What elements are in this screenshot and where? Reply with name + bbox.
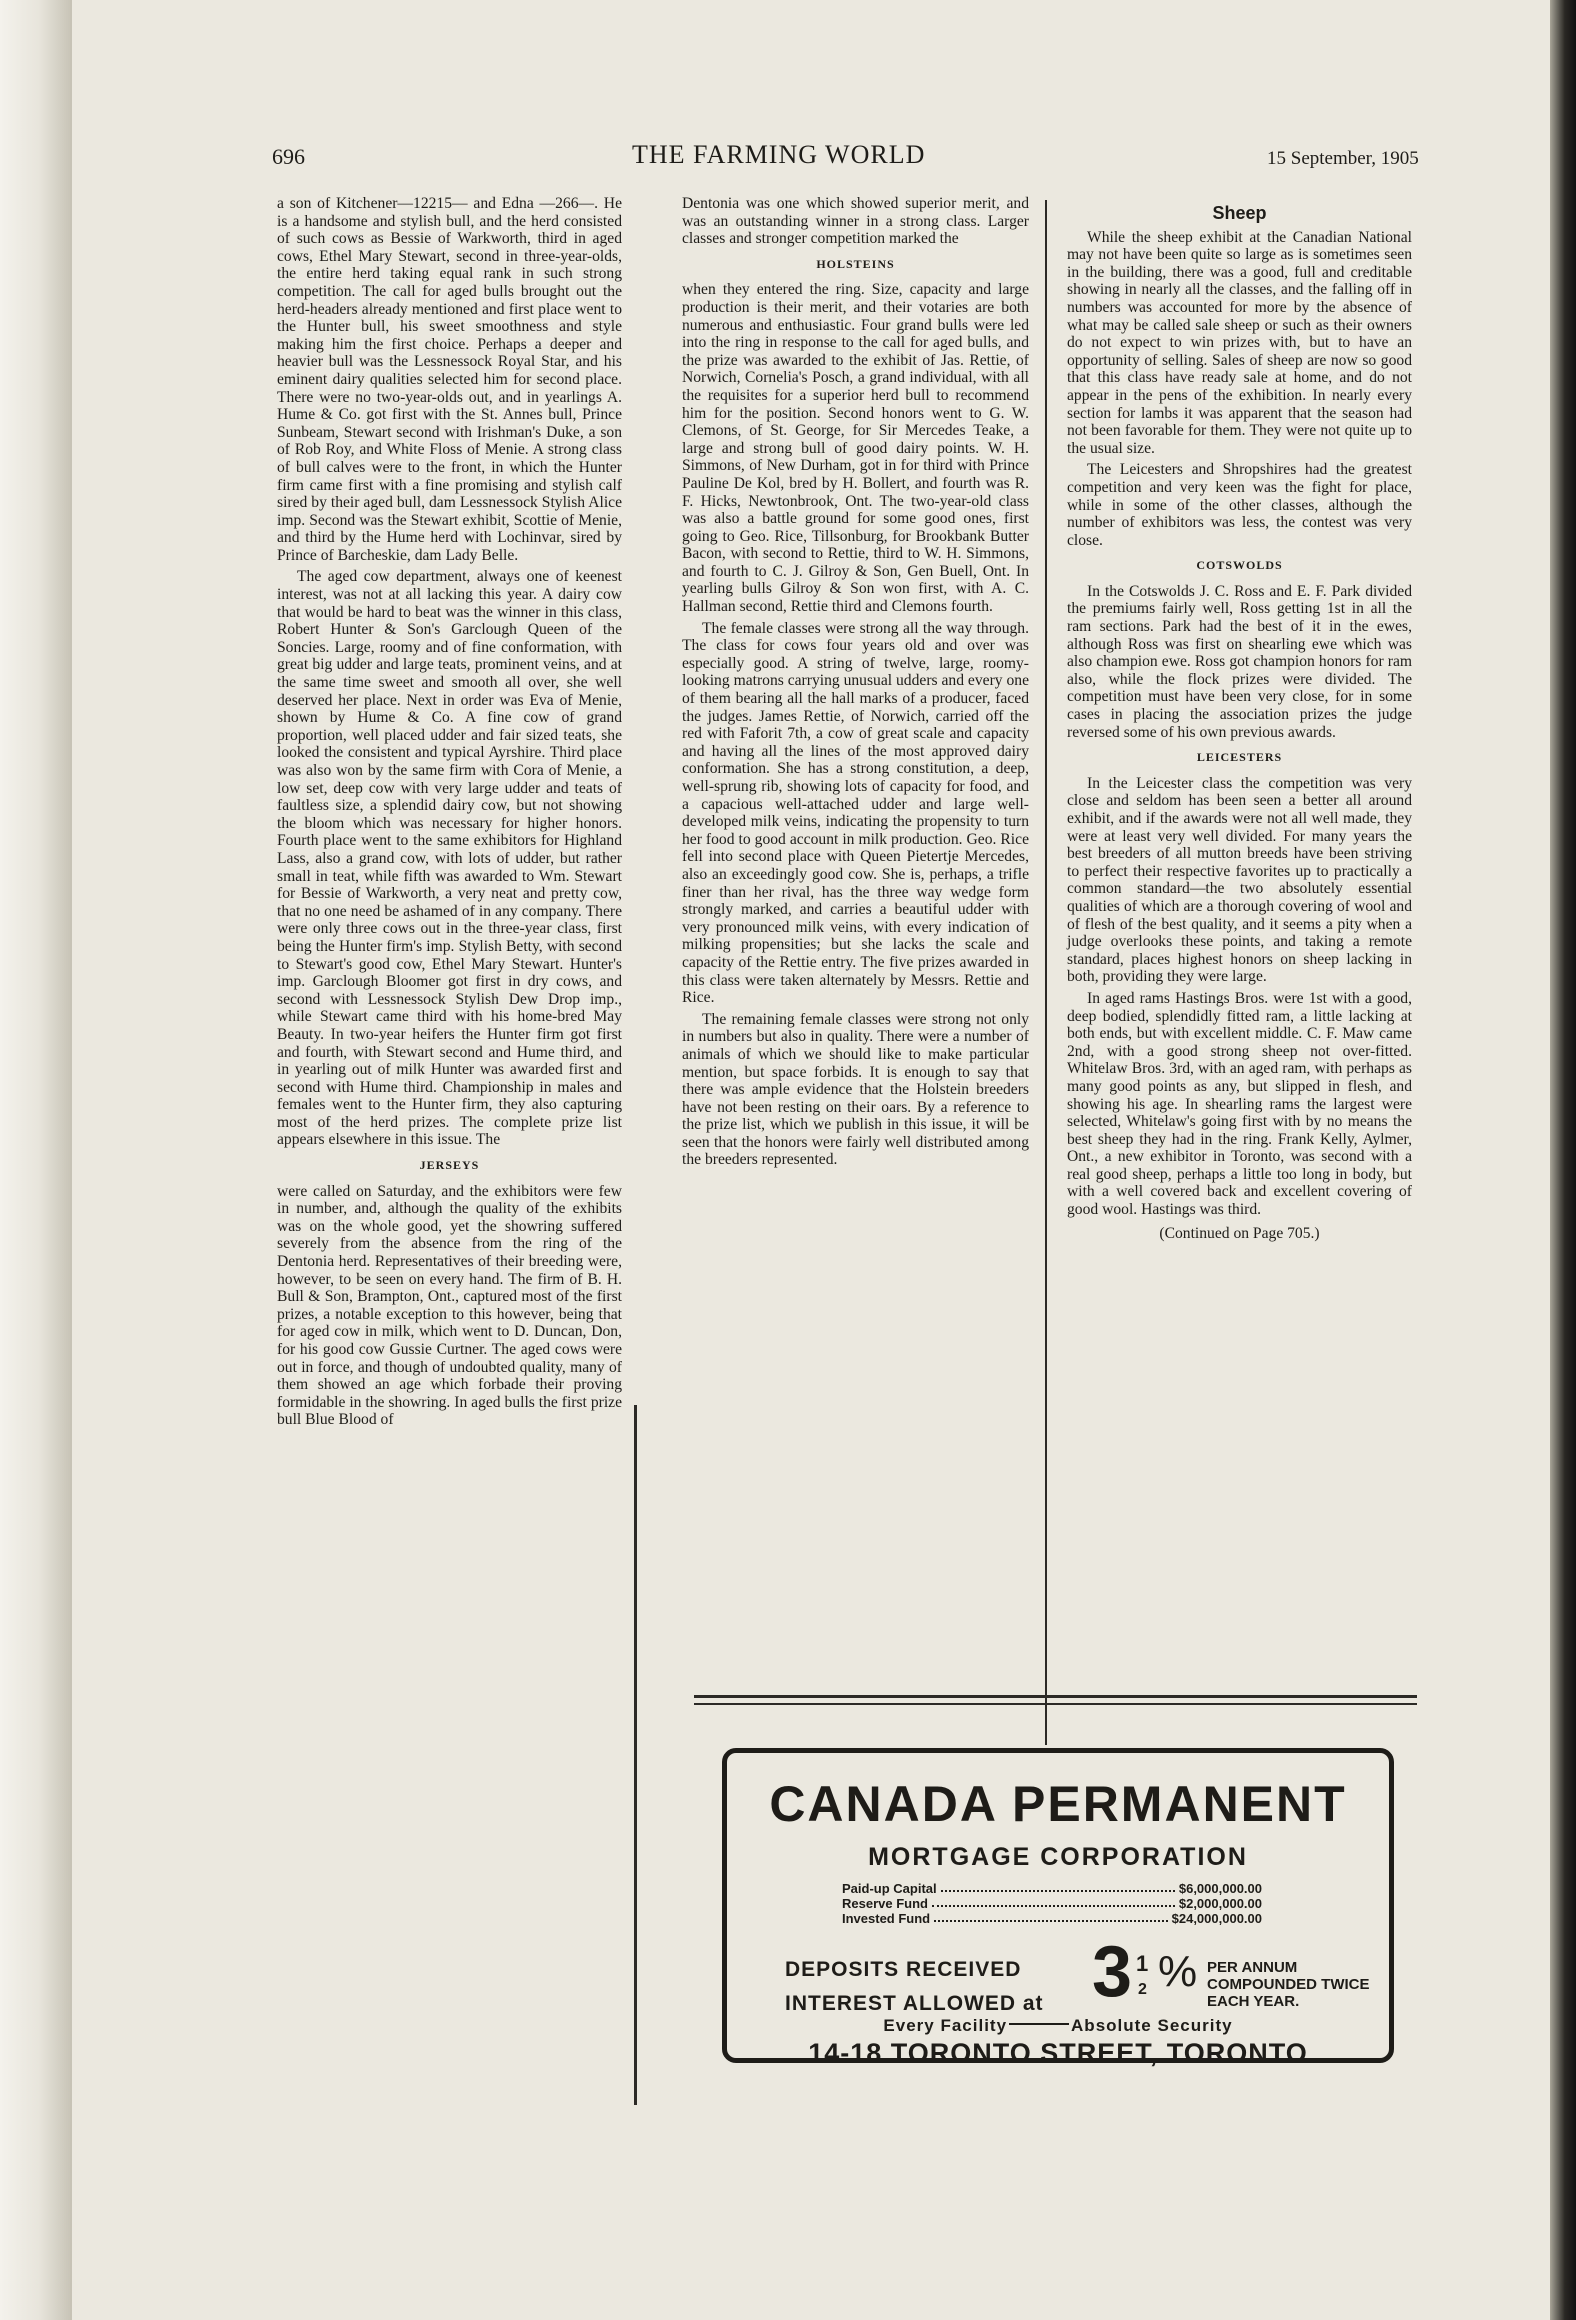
column-3 (1067, 205, 1412, 1242)
capital-table (842, 1881, 1262, 1926)
capital-amount: $6,000,000.00 (1178, 1881, 1262, 1896)
advertisement-box (722, 1748, 1394, 2068)
capital-row (842, 1881, 1262, 1896)
subheading-cotswolds: COTSWOLDS (1196, 558, 1283, 573)
interest-terms: PER ANNUM COMPOUNDED TWICE EACH YEAR. (1207, 1959, 1370, 2010)
subheading-jerseys: JERSEYS (419, 1158, 480, 1173)
capital-label: Invested Fund (842, 1911, 931, 1926)
dash-rule (1009, 2023, 1069, 2025)
ad-title: CANADA PERMANENT (769, 1776, 1347, 1832)
interest-rate (1092, 1932, 1202, 2019)
running-head (72, 140, 1550, 180)
paragraph: In aged rams Hastings Bros. were 1st with a good, deep bodied, splendidly fitted ram, a little lacking at both ends, but with excellent middle. C. F. Maw came 2nd, with a good strong sheep not over-fitted. Whitelaw Bros. 3rd, with an aged ram, with perhaps as many good points as any, but slipped in flesh, and showing his age. In shearling rams the largest were selected, Whitelaw's going first with by no means the best sheep they had in the ring. Frank Kelly, Aylmer, Ont., a new exhibitor in Toronto, was second with a real good sheep, perhaps a little too long in body, but with a well covered back and excellent covering of good wool. Hastings was third. (1067, 989, 1412, 1219)
column-2 (682, 195, 1029, 1173)
continued-note: (Continued on Page 705.) (1159, 1224, 1320, 1242)
newspaper-page (70, 0, 1550, 2320)
column-rule (1045, 200, 1047, 1745)
facility-line (727, 2016, 1389, 2036)
column-1 (277, 195, 622, 1433)
rate-numerator: 1 (1136, 1951, 1149, 1976)
scan-margin-left (0, 0, 70, 2320)
facility-right: Absolute Security (1071, 2016, 1233, 2035)
paragraph: were called on Saturday, and the exhibitors were few in number, and, although the quality of the exhibits was on the whole good, yet the showring suffered severely from the absence from the ring of the Dentonia herd. Representatives of their breeding were, however, to be seen on every hand. The firm of B. H. Bull & Son, Brampton, Ont., captured most of the first prizes, a notable exception to this however, being that for aged cow in milk, which went to D. Duncan, Don, for his good cow Gussie Curtner. The aged cows were out in force, and though of undoubted quality, many of them showed an age which forbade their proving formidable in the showring. In aged bulls the first prize bull Blue Blood of (277, 1182, 622, 1429)
capital-label: Reserve Fund (842, 1896, 928, 1911)
page-number: 696 (272, 144, 305, 169)
capital-amount: $24,000,000.00 (1171, 1911, 1262, 1926)
leader-dots (932, 1896, 1175, 1907)
paragraph: While the sheep exhibit at the Canadian National may not have been quite so large as is sometimes seen in the building, there was a good, full and creditable showing in nearly all the classes, and the falling off in numbers was accounted for more by the absence of what may be called sale sheep or such as their owners do not expect to win prizes with, but to have an opportunity of selling. Sales of sheep are now so good that this class have ready sale at home, and do not appear in the pens of the exhibition. In nearly every section for lambs it was apparent that the season had not been favorable for them. They were not quite up to the usual size. (1067, 228, 1412, 457)
paragraph: Dentonia was one which showed superior merit, and was an outstanding winner in a strong class. Larger classes and stronger competition marked the (682, 195, 1029, 248)
paragraph: The aged cow department, always one of keenest interest, was not at all lacking this year. A dairy cow that would be hard to beat was the winner in this class, Robert Hunter & Son's Garclough Queen of the Soncies. Large, roomy and of fine conformation, with great big udder and large teats, prominent veins, and at the same time sweet and smooth all over, she well deserved her place. Next in order was Eva of Menie, shown by Hume & Co. A fine cow of grand proportion, well placed udder and fair sized teats, she looked the consistent and typical Ayrshire. Third place was also won by the same firm with Cora of Menie, a low set, deep cow with very large udder and teats of faultless size, a splendid dairy cow, but not showing the bloom which was necessary for higher honors. Fourth place went to the same exhibitors for Highland Lass, also a grand cow, with lots of udder, but rather small in teat, while fifth was awarded to Wm. Stewart for Bessie of Warkworth, a very neat and pretty cow, that no one need be ashamed of in any company. There were only three cows out in the three-year class, first being the Hunter firm's imp. Stylish Betty, with second to Stewart's good cow, Ethel Mary Stewart. Hunter's imp. Garclough Bloomer got first in dry cows, and second with Lessnessock Stylish Dew Drop imp., while Stewart came third with his home-bred May Beauty. In two-year heifers the Hunter firm got first and fourth, with Stewart second and Hume third, and in yearling out of milk Hunter was awarded first and second with Hume third. Championship in males and females went to the Hunter firm, they also capturing most of the herd prizes. The complete prize list appears elsewhere in this issue. The (277, 568, 622, 1149)
scan-margin-right (1548, 0, 1576, 2320)
paragraph: a son of Kitchener—12215— and Edna —266—. He is a handsome and stylish bull, and the herd consisted of such cows as Bessie of Warkworth, third in aged cows, Ethel Mary Stewart, second in three-year-olds, the entire herd taking equal rank in such strong competition. The call for aged bulls brought out the herd-headers already mentioned and first place went to the Hunter bull, his sweet smoothness and style making him the first choice. Perhaps a deeper and heavier bull was the Lessnessock Royal Star, and his eminent dairy qualities selected him for second place. There were no two-year-olds out, and in yearlings A. Hume & Co. got first with the St. Annes bull, Prince Sunbeam, Stewart second with Irishman's Duke, a son of Rob Roy, and White Floss of Menie. A strong class of bull calves were to the front, in which the Hunter firm came first with a fine promising and stylish calf sired by their aged bull, dam Lessnessock Stylish Alice imp. Second was the Stewart exhibit, Scottie of Menie, and third by the Hume herd with Lochinvar, sired by Prince of Barcheskie, dam Lady Belle. (277, 195, 622, 564)
deposit-text (785, 1953, 1044, 2021)
paragraph: The remaining female classes were strong not only in numbers but also in quality. There were a number of animals of which we should like to make particular mention, but space forbids. It is enough to say that there was ample evidence that the Holstein breeders have not been resting on their oars. By a reference to the prize list, which we publish in this issue, it will be seen that the honors were fairly well distributed among the breeders represented. (682, 1010, 1029, 1169)
interest-allowed: INTEREST ALLOWED at (785, 1992, 1044, 2015)
percent-sign: % (1158, 1947, 1198, 1996)
capital-row (842, 1911, 1262, 1926)
horizontal-rule (694, 1695, 1417, 1698)
horizontal-rule (694, 1703, 1417, 1705)
paragraph: In the Leicester class the competition was very close and seldom has been seen a better all around exhibit, and if the awards were not all well made, they were at least very well divided. For many years the best breeders of all mutton breeds have been striving to perfect their respective favorites up to practically a common standard—the two absolutely essential qualities of which are a thorough covering of wool and of flesh of the best quality, and it seems a pity when a judge overlooks these points, and taking a remote standard, places highest honors on sheep lacking in both, providing they were large. (1067, 774, 1412, 986)
section-title-sheep: Sheep (1212, 203, 1267, 223)
facility-left: Every Facility (883, 2016, 1008, 2035)
ad-address: 14-18 TORONTO STREET, TORONTO (808, 2038, 1308, 2068)
leader-dots (934, 1911, 1168, 1922)
paragraph: when they entered the ring. Size, capacity and large production is their merit, and their votaries are both numerous and enthusiastic. Four grand bulls were led into the ring in response to the call for aged bulls, and the prize was awarded to the exhibit of Jas. Rettie, of Norwich, Cornelia's Posch, a grand individual, with all the requisites for a superior herd bull to recommend him for the position. Second honors went to G. W. Clemons, of St. George, for Sir Mercedes Teake, a large and strong bull of good dairy points. W. H. Simmons, of New Durham, got in for third with Prince Pauline De Kol, bred by H. Bollert, and fourth was R. F. Hicks, Newtonbrook, Ont. The two-year-old class was also a battle ground for some good ones, first going to Geo. Rice, Tillsonburg, for Brookbank Butter Bacon, with second to Rettie, third to W. H. Simmons, and fourth to C. J. Gilroy & Son, Gen Buell, Ont. In yearling bulls Gilroy & Son won first, with A. C. Hallman second, Rettie third and Clemons fourth. (682, 281, 1029, 616)
paragraph: In the Cotswolds J. C. Ross and E. F. Park divided the premiums fairly well, Ross getting 1st in all the ram sections. Park had the best of it in the ewes, although Ross was first on shearling ewe which was also champion ewe. Ross got champion honors for ram also, while the flock prizes were divided. The competition must have been very close, for in some cases in placing the association prizes the judge reversed some of his own previous awards. (1067, 582, 1412, 741)
leader-dots (941, 1881, 1175, 1892)
rate-denominator: 2 (1138, 1981, 1147, 1998)
column-rule (634, 1405, 637, 2105)
issue-date: 15 September, 1905 (1267, 148, 1419, 169)
journal-title: THE FARMING WORLD (632, 140, 926, 169)
subheading-holsteins: HOLSTEINS (816, 256, 895, 271)
paragraph: The female classes were strong all the way through. The class for cows four years old and over was especially good. A string of twelve, large, roomy-looking matrons carrying unusual udders and every one of them bearing all the hall marks of a producer, faced the judges. James Rettie, of Norwich, carried off the red with Faforit 7th, a cow of great scale and capacity and having all the lines of the most approved dairy conformation. She has a strong constitution, a deep, well-sprung rib, showing lots of capacity for food, and a capacious well-attached udder and large well-developed milk veins, indicating the propensity to turn her food to good account in milk production. Geo. Rice fell into second place with Queen Pietertje Mercedes, also an exceedingly good cow. She is, perhaps, a trifle finer than her rival, has the three way wedge form strongly marked, and carries a beautiful udder with very pronounced milk veins, with every indication of milking propensities; but she lacks the scale and capacity of the Rettie entry. The five prizes awarded in this class were taken alternately by Messrs. Rettie and Rice. (682, 619, 1029, 1007)
subheading-leicesters: LEICESTERS (1196, 750, 1283, 765)
capital-amount: $2,000,000.00 (1178, 1896, 1262, 1911)
rate-whole: 3 (1092, 1932, 1133, 2012)
paragraph: The Leicesters and Shropshires had the greatest competition and very keen was the fight for place, while in some of the other classes, although the number of exhibitors was less, the contest was very close. (1067, 461, 1412, 549)
deposits-received: DEPOSITS RECEIVED (785, 1958, 1022, 1981)
ad-subtitle: MORTGAGE CORPORATION (868, 1843, 1248, 1871)
capital-label: Paid-up Capital (842, 1881, 937, 1896)
capital-row (842, 1896, 1262, 1911)
